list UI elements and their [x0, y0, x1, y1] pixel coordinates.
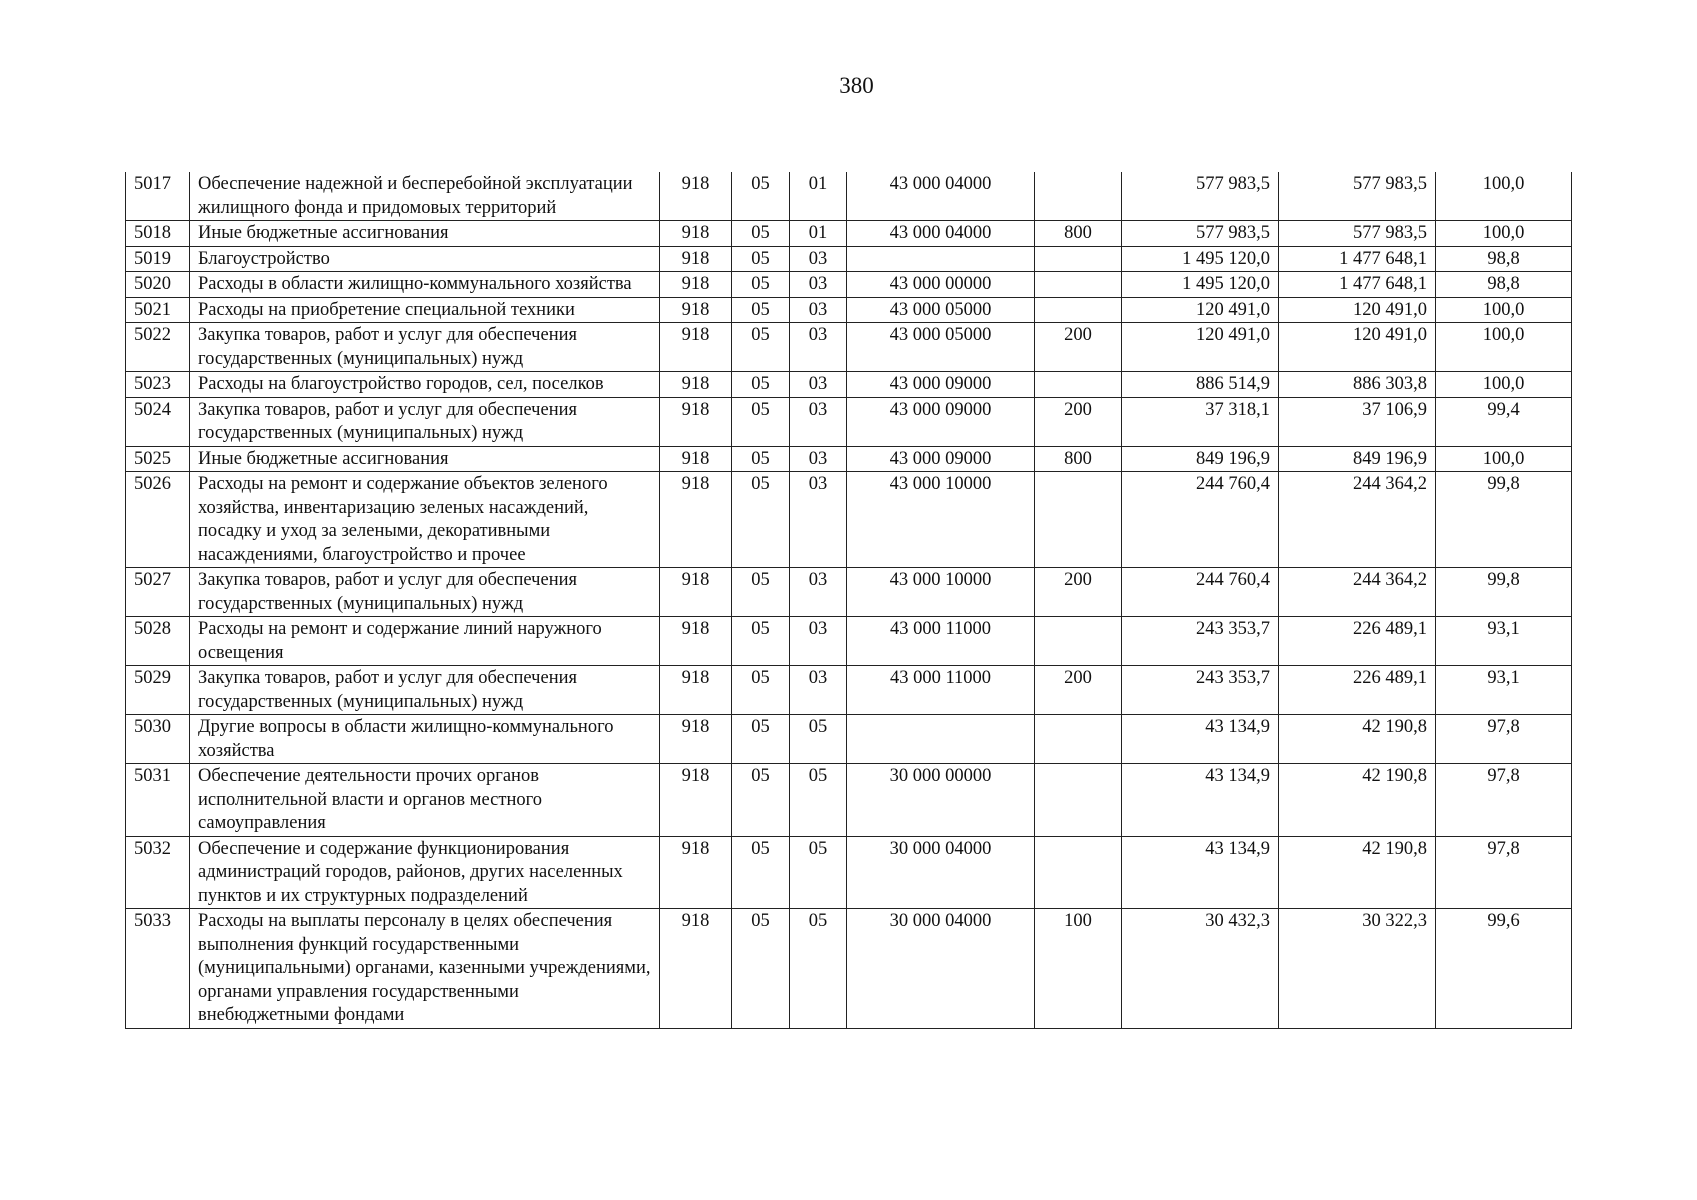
- expense-name-cell: Расходы на ремонт и содержание линий наружного освещения: [190, 617, 660, 666]
- department-code-cell: 918: [660, 397, 732, 446]
- planned-amount-cell: 243 353,7: [1122, 666, 1279, 715]
- planned-amount-cell: 243 353,7: [1122, 617, 1279, 666]
- percent-cell: 99,8: [1436, 472, 1572, 568]
- percent-cell: 98,8: [1436, 272, 1572, 298]
- percent-cell: 97,8: [1436, 715, 1572, 764]
- section-code-cell: 05: [732, 397, 790, 446]
- target-article-cell: 43 000 10000: [847, 568, 1035, 617]
- actual-amount-cell: 226 489,1: [1279, 666, 1436, 715]
- target-article-cell: 30 000 04000: [847, 909, 1035, 1029]
- target-article-cell: 30 000 00000: [847, 764, 1035, 837]
- target-article-cell: 43 000 09000: [847, 397, 1035, 446]
- row-number-cell: 5018: [126, 221, 190, 247]
- planned-amount-cell: 577 983,5: [1122, 172, 1279, 221]
- expense-name-cell: Расходы на приобретение специальной техники: [190, 297, 660, 323]
- subsection-code-cell: 01: [790, 221, 847, 247]
- row-number-cell: 5030: [126, 715, 190, 764]
- section-code-cell: 05: [732, 323, 790, 372]
- table-row: [126, 446, 1572, 472]
- table-row: [126, 666, 1572, 715]
- expense-name-cell: Расходы в области жилищно-коммунального хозяйства: [190, 272, 660, 298]
- section-code-cell: 05: [732, 764, 790, 837]
- percent-cell: 100,0: [1436, 446, 1572, 472]
- section-code-cell: 05: [732, 246, 790, 272]
- percent-cell: 93,1: [1436, 617, 1572, 666]
- subsection-code-cell: 05: [790, 909, 847, 1029]
- expense-name-cell: Расходы на выплаты персоналу в целях обеспечения выполнения функций государственными (муниципальными) органами, казенными учреждениями, органами управления государственными внебюджетными фондами: [190, 909, 660, 1029]
- department-code-cell: 918: [660, 568, 732, 617]
- table-row: [126, 172, 1572, 221]
- percent-cell: 93,1: [1436, 666, 1572, 715]
- expense-name-cell: Обеспечение деятельности прочих органов исполнительной власти и органов местного самоуправления: [190, 764, 660, 837]
- department-code-cell: 918: [660, 297, 732, 323]
- expense-type-cell: 200: [1035, 666, 1122, 715]
- actual-amount-cell: 849 196,9: [1279, 446, 1436, 472]
- department-code-cell: 918: [660, 246, 732, 272]
- section-code-cell: 05: [732, 446, 790, 472]
- expense-name-cell: Расходы на благоустройство городов, сел, поселков: [190, 372, 660, 398]
- target-article-cell: 30 000 04000: [847, 836, 1035, 909]
- target-article-cell: [847, 715, 1035, 764]
- table-row: [126, 246, 1572, 272]
- target-article-cell: 43 000 10000: [847, 472, 1035, 568]
- planned-amount-cell: 849 196,9: [1122, 446, 1279, 472]
- expense-name-cell: Закупка товаров, работ и услуг для обеспечения государственных (муниципальных) нужд: [190, 323, 660, 372]
- expense-name-cell: Закупка товаров, работ и услуг для обеспечения государственных (муниципальных) нужд: [190, 666, 660, 715]
- row-number-cell: 5024: [126, 397, 190, 446]
- target-article-cell: 43 000 05000: [847, 323, 1035, 372]
- subsection-code-cell: 03: [790, 666, 847, 715]
- table-row: [126, 568, 1572, 617]
- actual-amount-cell: 886 303,8: [1279, 372, 1436, 398]
- section-code-cell: 05: [732, 715, 790, 764]
- subsection-code-cell: 03: [790, 617, 847, 666]
- target-article-cell: 43 000 04000: [847, 221, 1035, 247]
- actual-amount-cell: 244 364,2: [1279, 472, 1436, 568]
- section-code-cell: 05: [732, 909, 790, 1029]
- planned-amount-cell: 886 514,9: [1122, 372, 1279, 398]
- percent-cell: 100,0: [1436, 372, 1572, 398]
- row-number-cell: 5020: [126, 272, 190, 298]
- expense-name-cell: Обеспечение и содержание функционирования администраций городов, районов, других населенных пунктов и их структурных подразделений: [190, 836, 660, 909]
- planned-amount-cell: 1 495 120,0: [1122, 246, 1279, 272]
- subsection-code-cell: 05: [790, 715, 847, 764]
- expense-name-cell: Другие вопросы в области жилищно-коммунального хозяйства: [190, 715, 660, 764]
- target-article-cell: 43 000 05000: [847, 297, 1035, 323]
- expense-name-cell: Закупка товаров, работ и услуг для обеспечения государственных (муниципальных) нужд: [190, 568, 660, 617]
- table-row: [126, 909, 1572, 1029]
- table-row: [126, 715, 1572, 764]
- table-row: [126, 221, 1572, 247]
- percent-cell: 97,8: [1436, 836, 1572, 909]
- section-code-cell: 05: [732, 297, 790, 323]
- planned-amount-cell: 244 760,4: [1122, 568, 1279, 617]
- department-code-cell: 918: [660, 715, 732, 764]
- expense-name-cell: Иные бюджетные ассигнования: [190, 446, 660, 472]
- target-article-cell: 43 000 00000: [847, 272, 1035, 298]
- expense-name-cell: Закупка товаров, работ и услуг для обеспечения государственных (муниципальных) нужд: [190, 397, 660, 446]
- row-number-cell: 5031: [126, 764, 190, 837]
- actual-amount-cell: 577 983,5: [1279, 221, 1436, 247]
- expense-name-cell: Расходы на ремонт и содержание объектов зеленого хозяйства, инвентаризацию зеленых насаждений, посадку и уход за зелеными, декоративными насаждениями, благоустройство и прочее: [190, 472, 660, 568]
- expense-type-cell: 800: [1035, 446, 1122, 472]
- department-code-cell: 918: [660, 272, 732, 298]
- table-body: [126, 172, 1572, 1028]
- table-row: [126, 372, 1572, 398]
- department-code-cell: 918: [660, 372, 732, 398]
- department-code-cell: 918: [660, 764, 732, 837]
- department-code-cell: 918: [660, 221, 732, 247]
- department-code-cell: 918: [660, 446, 732, 472]
- table-row: [126, 472, 1572, 568]
- department-code-cell: 918: [660, 323, 732, 372]
- subsection-code-cell: 03: [790, 323, 847, 372]
- expense-name-cell: Благоустройство: [190, 246, 660, 272]
- planned-amount-cell: 30 432,3: [1122, 909, 1279, 1029]
- planned-amount-cell: 577 983,5: [1122, 221, 1279, 247]
- department-code-cell: 918: [660, 617, 732, 666]
- department-code-cell: 918: [660, 666, 732, 715]
- subsection-code-cell: 03: [790, 397, 847, 446]
- expense-type-cell: 100: [1035, 909, 1122, 1029]
- row-number-cell: 5021: [126, 297, 190, 323]
- department-code-cell: 918: [660, 472, 732, 568]
- row-number-cell: 5019: [126, 246, 190, 272]
- page-number: 380: [839, 73, 874, 98]
- subsection-code-cell: 03: [790, 297, 847, 323]
- target-article-cell: 43 000 09000: [847, 372, 1035, 398]
- actual-amount-cell: 42 190,8: [1279, 836, 1436, 909]
- row-number-cell: 5025: [126, 446, 190, 472]
- expense-type-cell: [1035, 372, 1122, 398]
- target-article-cell: 43 000 11000: [847, 666, 1035, 715]
- section-code-cell: 05: [732, 617, 790, 666]
- section-code-cell: 05: [732, 372, 790, 398]
- row-number-cell: 5033: [126, 909, 190, 1029]
- section-code-cell: 05: [732, 272, 790, 298]
- planned-amount-cell: 120 491,0: [1122, 323, 1279, 372]
- subsection-code-cell: 03: [790, 246, 847, 272]
- section-code-cell: 05: [732, 472, 790, 568]
- expense-type-cell: 200: [1035, 323, 1122, 372]
- row-number-cell: 5032: [126, 836, 190, 909]
- planned-amount-cell: 43 134,9: [1122, 764, 1279, 837]
- planned-amount-cell: 37 318,1: [1122, 397, 1279, 446]
- actual-amount-cell: 120 491,0: [1279, 323, 1436, 372]
- department-code-cell: 918: [660, 909, 732, 1029]
- percent-cell: 97,8: [1436, 764, 1572, 837]
- actual-amount-cell: 120 491,0: [1279, 297, 1436, 323]
- expense-type-cell: [1035, 715, 1122, 764]
- expense-name-cell: Иные бюджетные ассигнования: [190, 221, 660, 247]
- table-row: [126, 323, 1572, 372]
- percent-cell: 100,0: [1436, 221, 1572, 247]
- planned-amount-cell: 120 491,0: [1122, 297, 1279, 323]
- row-number-cell: 5022: [126, 323, 190, 372]
- percent-cell: 99,8: [1436, 568, 1572, 617]
- row-number-cell: 5023: [126, 372, 190, 398]
- department-code-cell: 918: [660, 836, 732, 909]
- actual-amount-cell: 577 983,5: [1279, 172, 1436, 221]
- actual-amount-cell: 42 190,8: [1279, 764, 1436, 837]
- subsection-code-cell: 05: [790, 836, 847, 909]
- subsection-code-cell: 03: [790, 372, 847, 398]
- actual-amount-cell: 42 190,8: [1279, 715, 1436, 764]
- row-number-cell: 5027: [126, 568, 190, 617]
- row-number-cell: 5029: [126, 666, 190, 715]
- percent-cell: 100,0: [1436, 172, 1572, 221]
- table-row: [126, 836, 1572, 909]
- expense-type-cell: [1035, 764, 1122, 837]
- actual-amount-cell: 244 364,2: [1279, 568, 1436, 617]
- table-row: [126, 397, 1572, 446]
- planned-amount-cell: 244 760,4: [1122, 472, 1279, 568]
- expense-type-cell: [1035, 836, 1122, 909]
- target-article-cell: 43 000 04000: [847, 172, 1035, 221]
- expense-type-cell: 800: [1035, 221, 1122, 247]
- percent-cell: 100,0: [1436, 323, 1572, 372]
- section-code-cell: 05: [732, 666, 790, 715]
- expense-type-cell: [1035, 172, 1122, 221]
- expense-type-cell: 200: [1035, 397, 1122, 446]
- actual-amount-cell: 30 322,3: [1279, 909, 1436, 1029]
- expense-type-cell: 200: [1035, 568, 1122, 617]
- table-row: [126, 764, 1572, 837]
- row-number-cell: 5017: [126, 172, 190, 221]
- subsection-code-cell: 03: [790, 568, 847, 617]
- percent-cell: 99,6: [1436, 909, 1572, 1029]
- row-number-cell: 5028: [126, 617, 190, 666]
- subsection-code-cell: 05: [790, 764, 847, 837]
- budget-table: [125, 172, 1572, 1029]
- percent-cell: 98,8: [1436, 246, 1572, 272]
- expense-type-cell: [1035, 617, 1122, 666]
- actual-amount-cell: 1 477 648,1: [1279, 246, 1436, 272]
- department-code-cell: 918: [660, 172, 732, 221]
- section-code-cell: 05: [732, 221, 790, 247]
- section-code-cell: 05: [732, 836, 790, 909]
- target-article-cell: [847, 246, 1035, 272]
- expense-name-cell: Обеспечение надежной и бесперебойной эксплуатации жилищного фонда и придомовых территорий: [190, 172, 660, 221]
- row-number-cell: 5026: [126, 472, 190, 568]
- percent-cell: 99,4: [1436, 397, 1572, 446]
- target-article-cell: 43 000 11000: [847, 617, 1035, 666]
- subsection-code-cell: 03: [790, 472, 847, 568]
- table-row: [126, 272, 1572, 298]
- subsection-code-cell: 01: [790, 172, 847, 221]
- subsection-code-cell: 03: [790, 272, 847, 298]
- section-code-cell: 05: [732, 568, 790, 617]
- planned-amount-cell: 1 495 120,0: [1122, 272, 1279, 298]
- actual-amount-cell: 226 489,1: [1279, 617, 1436, 666]
- percent-cell: 100,0: [1436, 297, 1572, 323]
- expense-type-cell: [1035, 246, 1122, 272]
- expense-type-cell: [1035, 472, 1122, 568]
- table-row: [126, 617, 1572, 666]
- table-row: [126, 297, 1572, 323]
- expense-type-cell: [1035, 297, 1122, 323]
- expense-type-cell: [1035, 272, 1122, 298]
- planned-amount-cell: 43 134,9: [1122, 715, 1279, 764]
- planned-amount-cell: 43 134,9: [1122, 836, 1279, 909]
- actual-amount-cell: 37 106,9: [1279, 397, 1436, 446]
- section-code-cell: 05: [732, 172, 790, 221]
- actual-amount-cell: 1 477 648,1: [1279, 272, 1436, 298]
- subsection-code-cell: 03: [790, 446, 847, 472]
- target-article-cell: 43 000 09000: [847, 446, 1035, 472]
